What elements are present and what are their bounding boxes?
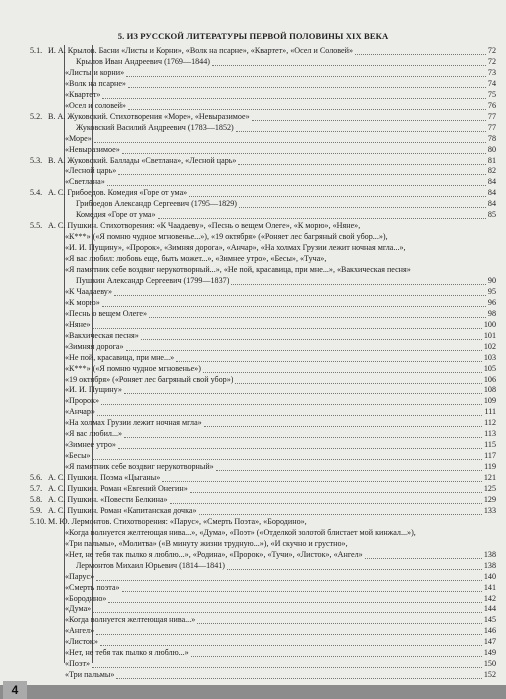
toc-entry-title: «И. И. Пущину» [65,385,122,395]
leader-dots [191,655,482,657]
toc-entry-page: 82 [487,166,496,176]
toc-entry-page: 106 [483,374,496,384]
toc-entry-title: А. С. Грибоедов. Комедия «Горе от ума» [48,188,188,198]
leader-dots [96,633,482,635]
toc-entry [0,494,506,505]
toc-entry-page: 150 [483,659,496,669]
toc-entry-title: «На холмах Грузии лежит ночная мгла» [65,418,202,428]
leader-dots [126,75,486,77]
toc-entry [0,363,506,374]
toc-entry [0,133,506,144]
toc-entry-title: «Лесной царь» [65,166,117,176]
toc-entry-title: «Нет, не тебя так пылко я люблю...», «Родина», «Пророк», «Тучи», «Листок», «Ангел» [65,549,363,559]
leader-dots [116,677,482,679]
toc-entry-title: «Я вас любил: любовь еще, быть может...», «Зимнее утро», «Бесы», «Туча», [65,254,327,264]
toc-entry-title: «Листок» [65,637,98,647]
toc-entry-title: «Пророк» [65,396,100,406]
toc-entry-number: 5.8. [30,494,43,504]
toc-entry-title: «Три пальмы» [65,670,115,680]
toc-entry-page: 77 [487,122,496,132]
toc-entry-title: «К морю» [65,297,100,307]
leader-dots [252,119,486,121]
toc-entry [0,560,506,571]
leader-dots [149,316,486,318]
toc-entry-title: «Волк на псарне» [65,78,126,88]
footer-bar [0,685,506,699]
toc-entry [0,603,506,614]
toc-entry [0,209,506,220]
toc-entry-page: 111 [484,407,496,417]
toc-entry-page: 105 [483,363,496,373]
toc-entry-title: «Анчар» [65,407,95,417]
toc-entry [0,647,506,658]
toc-entry-page: 144 [483,604,496,614]
toc-entry-title: «Вакхическая песня» [65,330,139,340]
toc-entry-title: Жуковский Василий Андреевич (1783—1852) [76,122,234,132]
toc-entry-title: «Невыразимое» [65,144,120,154]
toc-entry [0,483,506,494]
toc-entry-page: 76 [487,100,496,110]
toc-entry-title: «Нет, не тебя так пылко я люблю...» [65,648,189,658]
leader-dots [176,360,482,362]
toc-entry [0,111,506,122]
leader-dots [126,349,482,351]
toc-entry [0,253,506,264]
toc-entry-page: 152 [483,670,496,680]
leader-dots [107,184,486,186]
leader-dots [124,436,482,438]
toc-entry [0,593,506,604]
toc-entry-title: «Я вас любил...» [65,429,123,439]
toc-entry-page: 84 [487,188,496,198]
toc-entry-title: «Когда волнуется желтеющая нива...» [65,615,196,625]
toc-entry [0,198,506,209]
toc-entry-title: «Зимнее утро» [65,440,116,450]
toc-entry-number: 5.2. [30,111,43,121]
toc-entry-title: А. С. Пушкин. Стихотворения: «К Чаадаеву», «Песнь о вещем Олеге», «К морю», «Няне», [48,221,361,231]
toc-entry-page: 109 [483,396,496,406]
leader-dots [190,491,482,493]
toc-entry [0,187,506,198]
leader-dots [93,458,482,460]
toc-entry-title: «Дума» [65,604,92,614]
toc-entry-number: 5.9. [30,505,43,515]
toc-entry-title: «Осел и соловей» [65,100,126,110]
toc-entry-page: 146 [483,626,496,636]
toc-entry-title: Комедия «Горе от ума» [76,210,156,220]
toc-entry-title: «И. И. Пущину», «Пророк», «Зимняя дорога», «Анчар», «На холмах Грузии лежит ночная мгла...», [65,243,406,253]
toc-entry-page: 140 [483,571,496,581]
toc-entry [0,374,506,385]
toc-entry-title: А. С. Пушкин. Роман «Капитанская дочка» [48,505,197,515]
toc-entry-title: «Парус» [65,571,95,581]
toc-entry-page: 113 [484,429,496,439]
toc-entry-page: 100 [483,319,496,329]
toc-entry-page: 74 [487,78,496,88]
toc-entry-page: 125 [483,484,496,493]
toc-entry-page: 129 [483,494,496,504]
toc-entry-title: А. С. Пушкин. Роман «Евгений Онегин» [48,484,188,493]
toc-entry-number: 5.10. [30,516,47,526]
toc-entry-page: 108 [483,385,496,395]
toc-entry-title: «Когда волнуется желтеющая нива...», «Дума», «Поэт» («Отделкой золотой блистает мой кинжал...»), [65,527,416,537]
toc-entry-page: 84 [487,199,496,209]
toc-entry [0,242,506,253]
toc-entry [0,450,506,461]
toc-entry [0,472,506,483]
toc-entry-title: В. А. Жуковский. Стихотворения «Море», «Невыразимое» [48,111,250,121]
toc-entry-page: 85 [487,210,496,220]
toc-entry-title: «Бесы» [65,451,91,461]
toc-entry-title: «К Чаадаеву» [65,286,113,296]
toc-entry-page: 115 [484,440,496,450]
leader-dots [102,305,486,307]
leader-dots [197,622,482,624]
leader-dots [162,480,482,482]
toc-entry-page: 72 [487,46,496,55]
toc-entry [0,231,506,242]
toc-entry [0,582,506,593]
toc-entry [0,417,506,428]
leader-dots [216,469,482,471]
toc-entry [0,658,506,669]
toc-entry [0,264,506,275]
leader-dots [141,338,482,340]
toc-entry [0,89,506,100]
toc-entry-page: 90 [487,275,496,285]
toc-entry-number: 5.6. [30,473,43,483]
toc-entry-title: «Ангел» [65,626,95,636]
toc-entry-title: А. С. Пушкин. «Повести Белкина» [48,494,168,504]
toc-entry [0,100,506,111]
toc-entry [0,669,506,680]
toc-entry [0,78,506,89]
leader-dots [239,206,486,208]
toc-entry-title: «Я памятник себе воздвиг нерукотворный» [65,462,214,472]
toc-entry-title: «Светлана» [65,177,105,187]
toc-entry-page: 101 [483,330,496,340]
toc-entry-title: «Песнь о вещем Олеге» [65,308,148,318]
toc-entry [0,286,506,297]
toc-entry-number: 5.1. [30,46,43,55]
toc-entry-page: 121 [483,473,496,483]
leader-dots [355,53,486,55]
toc-entry [0,428,506,439]
toc-entry-title: Лермонтов Михаил Юрьевич (1814—1841) [76,560,225,570]
toc-entry-number: 5.5. [30,221,43,231]
toc-entry-title: «Квартет» [65,89,101,99]
leader-dots [108,601,482,603]
toc-entry [0,297,506,308]
toc-entry [0,614,506,625]
toc-entry-page: 102 [483,341,496,351]
toc-entry-number: 5.7. [30,484,43,493]
leader-dots [92,666,482,668]
toc-entry-page: 81 [487,155,496,165]
toc-entry [0,549,506,560]
toc-entry-page: 75 [487,89,496,99]
toc-entry [0,45,506,56]
leader-dots [235,382,482,384]
toc-entry-title: «Три пальмы», «Молитва» («В минуту жизни трудную...»), «И скучно и грустно», [65,538,348,548]
toc-entry-page: 141 [483,582,496,592]
leader-dots [199,513,482,515]
toc-entry-title: «Няне» [65,319,91,329]
toc-entry-page: 149 [483,648,496,658]
toc-entry [0,144,506,155]
leader-dots [227,568,482,570]
toc-entry [0,176,506,187]
page-number: 4 [3,681,27,699]
toc-entry [0,352,506,363]
toc-entry [0,308,506,319]
toc-entry-title: «Смерть поэта» [65,582,120,592]
toc-entry-number: 5.4. [30,188,43,198]
leader-dots [93,327,482,329]
leader-dots [124,392,482,394]
toc-entry-number: 5.3. [30,155,43,165]
leader-dots [231,283,486,285]
toc-entry-page: 96 [487,297,496,307]
toc-entry-title: «Не пой, красавица, при мне...» [65,352,175,362]
toc-entry-page: 72 [487,56,496,66]
toc-entry-page: 138 [483,560,496,570]
toc-entry-page: 80 [487,144,496,154]
toc-entry [0,67,506,78]
toc-entry-page: 103 [483,352,496,362]
leader-dots [96,579,482,581]
leader-dots [118,447,482,449]
toc-entry-page: 73 [487,67,496,77]
leader-dots [101,403,482,405]
toc-entry [0,155,506,166]
toc-entry-title: М. Ю. Лермонтов. Стихотворения: «Парус», «Смерть Поэта», «Бородино», [48,516,307,526]
leader-dots [102,97,486,99]
toc-entry-title: «К***» («Я помню чудное мгновенье») [65,363,201,373]
toc-entry [0,220,506,231]
toc-entry [0,341,506,352]
leader-dots [114,294,486,296]
toc-entry-page: 119 [484,462,496,472]
leader-dots [93,611,482,613]
toc-entry-title: «Листы и корни» [65,67,125,77]
section-title: 5. ИЗ РУССКОЙ ЛИТЕРАТУРЫ ПЕРВОЙ ПОЛОВИНЫ XIX ВЕКА [117,31,389,41]
toc-entry-page: 133 [483,505,496,515]
toc-entry [0,439,506,450]
toc-entry-title: И. А. Крылов. Басни «Листы и Корни», «Волк на псарне», «Квартет», «Осел и Соловей» [48,46,354,55]
leader-dots [236,130,486,132]
toc-entry-page: 112 [484,418,496,428]
toc-entry [0,571,506,582]
toc-entry [0,395,506,406]
leader-dots [170,502,482,504]
toc-entry [0,538,506,549]
toc-entry [0,505,506,516]
toc-entry [0,275,506,286]
toc-entry-title: Пушкин Александр Сергеевич (1799—1837) [76,275,230,285]
toc-entry [0,165,506,176]
toc-entry-title: «К***» («Я помню чудное мгновенье...»), «19 октября» («Роняет лес багряный свой убор...»), [65,232,388,242]
toc-entry-title: «Зимняя дорога» [65,341,124,351]
toc-entry-title: «Бородино» [65,593,107,603]
toc-entry [0,56,506,67]
toc-entry-page: 98 [487,308,496,318]
leader-dots [189,195,486,197]
leader-dots [204,425,482,427]
leader-dots [100,644,482,646]
leader-dots [122,590,482,592]
toc-entry-title: А. С. Пушкин. Поэма «Цыганы» [48,473,161,483]
toc-entry-page: 95 [487,286,496,296]
leader-dots [128,86,486,88]
leader-dots [158,217,486,219]
toc-entry-page: 117 [484,451,496,461]
toc-entry-title: Грибоедов Александр Сергеевич (1795—1829) [76,199,237,209]
leader-dots [122,152,486,154]
toc-entry [0,122,506,133]
leader-dots [128,108,486,110]
toc-entry-page: 147 [483,637,496,647]
leader-dots [118,173,486,175]
leader-dots [94,141,486,143]
toc-entry-title: «Море» [65,133,92,143]
toc-entry-title: «Я памятник себе воздвиг нерукотворный...», «Не пой, красавица, при мне...», «Вакхическая песня» [65,265,411,274]
leader-dots [212,64,486,66]
toc-entry-page: 145 [483,615,496,625]
toc-entry-title: «Поэт» [65,659,91,669]
toc-entry [0,384,506,395]
leader-dots [238,163,486,165]
toc-entry [0,527,506,538]
toc-entry-page: 78 [487,133,496,143]
toc-entry [0,330,506,341]
toc-entry-page: 142 [483,593,496,603]
toc-entry-title: «19 октября» («Роняет лес багряный свой убор») [65,374,234,384]
toc-entry-page: 84 [487,177,496,187]
leader-dots [365,557,482,559]
toc-entry [0,636,506,647]
toc-entry [0,461,506,472]
leader-dots [97,414,482,416]
toc-entry-title: Крылов Иван Андреевич (1769—1844) [76,56,210,66]
toc-entry-page: 77 [487,111,496,121]
toc-entry-page: 138 [483,549,496,559]
leader-dots [203,371,482,373]
toc-entry [0,406,506,417]
toc-entry [0,625,506,636]
toc-entry [0,516,506,527]
toc-entry [0,319,506,330]
toc-entry-title: В. А. Жуковский. Баллады «Светлана», «Лесной царь» [48,155,237,165]
